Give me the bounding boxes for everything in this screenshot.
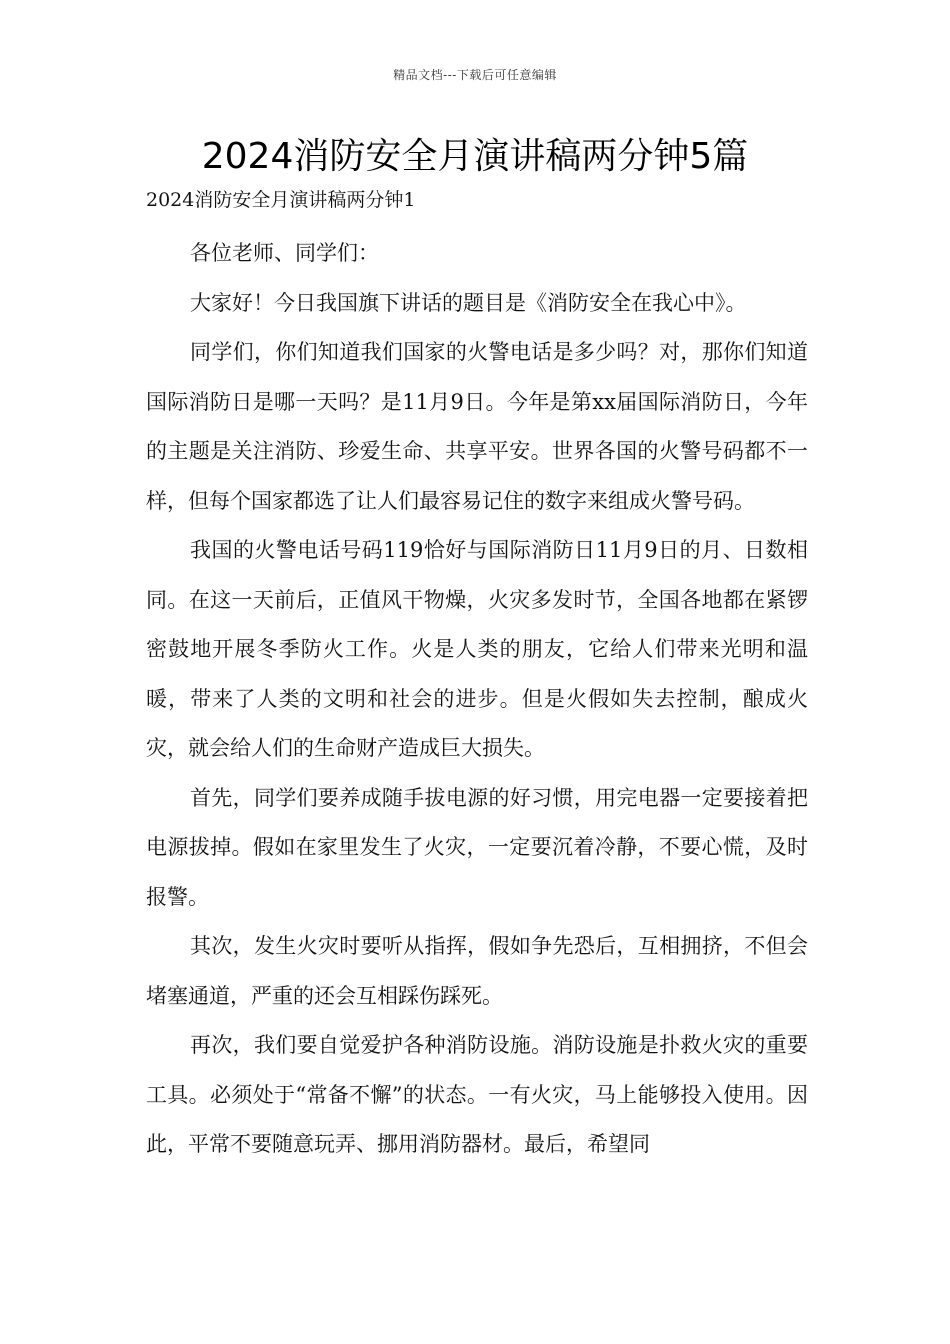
paragraph: 再次，我们要自觉爱护各种消防设施。消防设施是扑救火灾的重要工具。必须处于“常备不懈”的状态。一有火灾，马上能够投入使用。因此，平常不要随意玩弄、挪用消防器材。最后，希望同 <box>146 1033 808 1156</box>
paragraph-opening: 大家好！今日我国旗下讲话的题目是《消防安全在我心中》。 <box>190 290 747 315</box>
document-title: 2024消防安全月演讲稿两分钟5篇 <box>201 136 749 177</box>
section-heading: 2024消防安全月演讲稿两分钟1 <box>146 189 416 211</box>
paragraph: 其次，发生火灾时要听从指挥，假如争先恐后，互相拥挤，不但会堵塞通道，严重的还会互相踩伤踩死。 <box>146 934 808 1008</box>
document-body <box>146 188 808 1170</box>
paragraph: 我国的火警电话号码119恰好与国际消防日11月9日的月、日数相同。在这一天前后，正值风干物燥，火灾多发时节，全国各地都在紧锣密鼓地开展冬季防火工作。火是人类的朋友，它给人们带来光明和温暖，带来了人类的文明和社会的进步。但是火假如失去控制，酿成火灾，就会给人们的生命财产造成巨大损失。 <box>146 538 808 760</box>
header-note: 精品文档---下载后可任意编辑 <box>393 68 557 82</box>
paragraph: 首先，同学们要养成随手拔电源的好习惯，用完电器一定要接着把电源拔掉。假如在家里发生了火灾，一定要沉着冷静，不要心慌，及时报警。 <box>146 785 808 909</box>
paragraph: 同学们，你们知道我们国家的火警电话是多少吗？对，那你们知道国际消防日是哪一天吗？是11月9日。今年是第xx届国际消防日，今年的主题是关注消防、珍爱生命、共享平安。世界各国的火警号码都不一样，但每个国家都选了让人们最容易记住的数字来组成火警号码。 <box>146 340 808 513</box>
paragraph-greeting: 各位老师、同学们： <box>190 241 379 265</box>
